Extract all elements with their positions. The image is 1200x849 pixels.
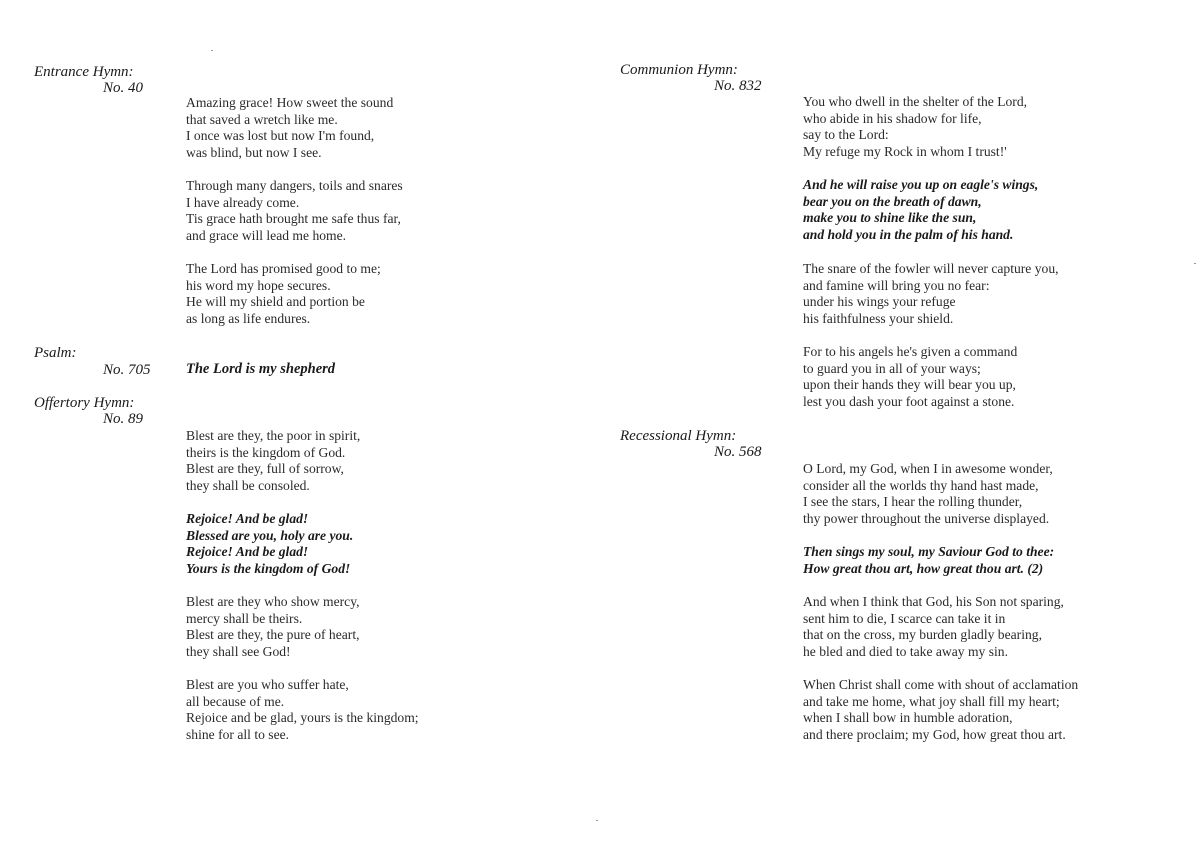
lyric-line: and hold you in the palm of his hand. — [803, 226, 1014, 242]
entrance-hymn-number: No. 40 — [103, 80, 144, 96]
lyric-line: thy power throughout the universe displayed. — [803, 510, 1050, 526]
lyric-line: they shall be consoled. — [186, 477, 310, 493]
communion-stanza-1 — [803, 94, 1027, 160]
entrance-stanza-2 — [186, 178, 403, 244]
lyric-line: and grace will lead me home. — [186, 227, 347, 243]
recessional-hymn-label: Recessional Hymn: — [620, 428, 737, 444]
communion-stanza-4 — [803, 344, 1017, 410]
offertory-hymn-label: Offertory Hymn: — [34, 395, 135, 411]
lyric-line: make you to shine like the sun, — [803, 210, 977, 226]
lyric-line: Blessed are you, holy are you. — [186, 527, 354, 543]
lyric-line: his word my hope secures. — [186, 277, 331, 293]
lyric-line: when I shall bow in humble adoration, — [803, 710, 1013, 726]
lyric-line: I have already come. — [186, 194, 300, 210]
lyric-line: Blest are they who show mercy, — [186, 594, 360, 609]
lyric-line: bear you on the breath of dawn, — [803, 193, 982, 209]
lyric-line: Tis grace hath brought me safe thus far, — [186, 211, 401, 227]
lyric-line: sent him to die, I scarce can take it in — [803, 610, 1006, 626]
lyric-line: And when I think that God, his Son not sparing, — [803, 594, 1064, 609]
offertory-stanza-1 — [186, 428, 360, 494]
lyric-line: O Lord, my God, when I in awesome wonder, — [803, 461, 1053, 476]
psalm-label: Psalm: — [34, 345, 77, 361]
recessional-stanza-4 — [803, 677, 1078, 743]
lyric-line: theirs is the kingdom of God. — [186, 444, 346, 460]
lyric-line: they shall see God! — [186, 643, 291, 659]
lyric-line: and take me home, what joy shall fill my heart; — [803, 693, 1060, 709]
lyric-line: lest you dash your foot against a stone. — [803, 393, 1015, 409]
lyric-line: The snare of the fowler will never capture you, — [803, 261, 1059, 276]
lyric-line: that on the cross, my burden gladly bearing, — [803, 627, 1042, 643]
lyric-line: Amazing grace! How sweet the sound — [186, 95, 394, 110]
lyric-line: and there proclaim; my God, how great thou art. — [803, 726, 1066, 742]
lyric-line: was blind, but now I see. — [186, 144, 322, 160]
lyric-line: Blest are they, the pure of heart, — [186, 627, 360, 643]
lyric-line: My refuge my Rock in whom I trust!' — [803, 143, 1007, 159]
lyric-line: Rejoice! And be glad! — [186, 544, 309, 560]
communion-refrain — [803, 177, 1038, 243]
lyric-line: upon their hands they will bear you up, — [803, 377, 1016, 393]
lyric-line: You who dwell in the shelter of the Lord, — [803, 94, 1028, 109]
lyric-line: I once was lost but now I'm found, — [186, 128, 375, 144]
offertory-stanza-4 — [186, 677, 419, 743]
scan-speck — [1194, 263, 1196, 264]
recessional-refrain — [803, 544, 1054, 577]
lyric-line: Blest are they, the poor in spirit, — [186, 428, 361, 443]
lyric-line: all because of me. — [186, 693, 285, 709]
lyric-line: Yours is the kingdom of God! — [186, 560, 351, 576]
lyric-line: He will my shield and portion be — [186, 294, 365, 310]
recessional-hymn-number: No. 568 — [714, 444, 762, 460]
lyric-line: And he will raise you up on eagle's wings, — [803, 177, 1039, 192]
lyric-line: he bled and died to take away my sin. — [803, 643, 1008, 659]
recessional-stanza-1 — [803, 461, 1053, 527]
entrance-hymn-label: Entrance Hymn: — [34, 64, 134, 80]
lyric-line: and famine will bring you no fear: — [803, 277, 990, 293]
lyric-line: When Christ shall come with shout of acclamation — [803, 677, 1079, 692]
scan-speck — [211, 50, 213, 51]
lyric-line: under his wings your refuge — [803, 294, 956, 310]
offertory-refrain — [186, 511, 353, 577]
lyric-line: Through many dangers, toils and snares — [186, 178, 403, 193]
communion-stanza-3 — [803, 261, 1059, 327]
lyric-line: say to the Lord: — [803, 127, 889, 143]
entrance-stanza-1 — [186, 95, 393, 161]
lyric-line: Blest are they, full of sorrow, — [186, 461, 344, 477]
scan-speck — [596, 820, 598, 821]
lyric-line: who abide in his shadow for life, — [803, 110, 982, 126]
psalm-number: No. 705 — [103, 362, 151, 378]
lyric-line: mercy shall be theirs. — [186, 610, 303, 626]
lyric-line: as long as life endures. — [186, 310, 311, 326]
lyric-line: his faithfulness your shield. — [803, 310, 954, 326]
lyric-line: that saved a wretch like me. — [186, 111, 338, 127]
entrance-stanza-3 — [186, 261, 381, 327]
lyric-line: consider all the worlds thy hand hast made, — [803, 477, 1039, 493]
communion-hymn-label: Communion Hymn: — [620, 62, 738, 78]
lyric-line: Rejoice and be glad, yours is the kingdom; — [186, 710, 419, 726]
recessional-stanza-3 — [803, 594, 1064, 660]
psalm-title: The Lord is my shepherd — [186, 361, 336, 377]
lyric-line: shine for all to see. — [186, 726, 290, 742]
lyric-line: to guard you in all of your ways; — [803, 360, 981, 376]
lyric-line: How great thou art, how great thou art. (2) — [803, 560, 1044, 576]
lyric-line: Rejoice! And be glad! — [186, 511, 309, 526]
communion-hymn-number: No. 832 — [714, 78, 762, 94]
lyric-line: I see the stars, I hear the rolling thunder, — [803, 494, 1023, 510]
lyric-line: For to his angels he's given a command — [803, 344, 1018, 359]
lyric-line: Then sings my soul, my Saviour God to thee: — [803, 544, 1055, 559]
offertory-hymn-number: No. 89 — [103, 411, 144, 427]
lyric-line: Blest are you who suffer hate, — [186, 677, 349, 692]
lyric-line: The Lord has promised good to me; — [186, 261, 381, 276]
offertory-stanza-3 — [186, 594, 360, 660]
